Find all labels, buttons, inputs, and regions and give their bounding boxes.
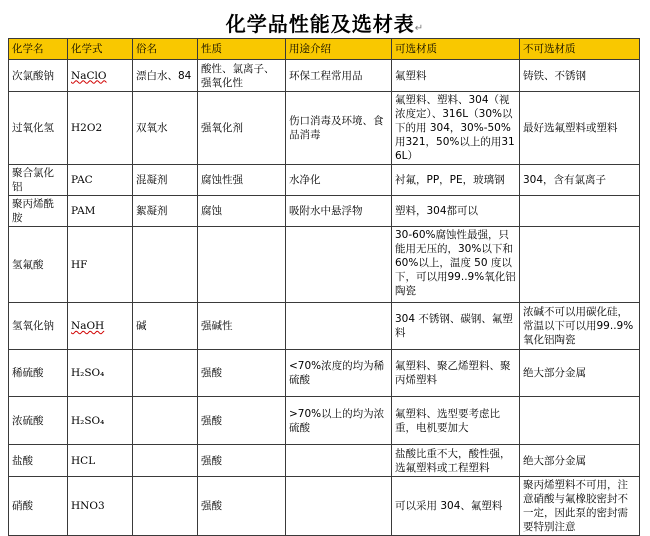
header-chemical-name: 化学名 (9, 39, 68, 60)
cell-usage: 伤口消毒及环境、食品消毒 (286, 92, 392, 165)
cell-suitable: 304 不锈钢、碳钢、氟塑料 (392, 303, 520, 350)
cell-usage: 吸附水中悬浮物 (286, 196, 392, 227)
header-usage: 用途介绍 (286, 39, 392, 60)
cell-properties (198, 227, 286, 303)
cell-formula: NaClO (68, 60, 133, 92)
table-row (9, 303, 640, 350)
cell-properties: 强酸 (198, 350, 286, 397)
header-common-name: 俗名 (133, 39, 198, 60)
cell-common-name: 碱 (133, 303, 198, 350)
table-row (9, 397, 640, 445)
cell-chemical-name: 氢氟酸 (9, 227, 68, 303)
header-suitable-materials: 可选材质 (392, 39, 520, 60)
table-row (9, 477, 640, 536)
cell-suitable: 盐酸比重不大，酸性强，选氟塑料或工程塑料 (392, 445, 520, 477)
cell-usage (286, 303, 392, 350)
cell-chemical-name: 过氧化氢 (9, 92, 68, 165)
cell-usage: >70%以上的均为浓硫酸 (286, 397, 392, 445)
cell-unsuitable: 铸铁、不锈钢 (520, 60, 640, 92)
cell-properties: 腐蚀性强 (198, 165, 286, 196)
cell-unsuitable (520, 196, 640, 227)
cell-formula: H₂SO₄ (68, 350, 133, 397)
cell-unsuitable: 聚丙烯塑料不可用，注意硝酸与氟橡胶密封不一定，因此泵的密封需要特别注意 (520, 477, 640, 536)
cell-chemical-name: 聚丙烯酰胺 (9, 196, 68, 227)
cell-common-name (133, 397, 198, 445)
cell-suitable: 氟塑料、聚乙烯塑料、聚丙烯塑料 (392, 350, 520, 397)
cell-properties: 酸性、氯离子、强氧化性 (198, 60, 286, 92)
table-header-row (9, 39, 640, 60)
cell-unsuitable: 绝大部分金属 (520, 350, 640, 397)
header-properties: 性质 (198, 39, 286, 60)
cell-suitable: 塑料，304都可以 (392, 196, 520, 227)
cell-properties: 强酸 (198, 445, 286, 477)
cell-common-name (133, 350, 198, 397)
cell-formula: PAM (68, 196, 133, 227)
cell-usage (286, 477, 392, 536)
cell-usage: <70%浓度的均为稀硫酸 (286, 350, 392, 397)
cell-properties: 强酸 (198, 397, 286, 445)
cell-suitable: 氟塑料、选型要考虑比重，电机要加大 (392, 397, 520, 445)
cell-usage: 环保工程常用品 (286, 60, 392, 92)
cell-properties: 强酸 (198, 477, 286, 536)
cell-formula: NaOH (68, 303, 133, 350)
cell-unsuitable: 浓碱不可以用碳化硅，常温以下可以用99..9%氧化铝陶瓷 (520, 303, 640, 350)
cell-common-name (133, 477, 198, 536)
table-row (9, 92, 640, 165)
table-row (9, 445, 640, 477)
cell-suitable: 30-60%腐蚀性最强，只能用无压的，30%以下和60%以上，温度 50 度以下，可以用99..9%氧化铝陶瓷 (392, 227, 520, 303)
cell-unsuitable: 绝大部分金属 (520, 445, 640, 477)
chemical-table (8, 38, 640, 536)
table-row (9, 196, 640, 227)
cell-formula: PAC (68, 165, 133, 196)
cell-common-name (133, 227, 198, 303)
table-row (9, 350, 640, 397)
cell-formula: HNO3 (68, 477, 133, 536)
cell-chemical-name: 次氯酸钠 (9, 60, 68, 92)
cell-formula: H₂SO₄ (68, 397, 133, 445)
table-row (9, 165, 640, 196)
cell-suitable: 衬氟，PP，PE，玻璃钢 (392, 165, 520, 196)
cell-suitable: 氟塑料 (392, 60, 520, 92)
header-unsuitable-materials: 不可选材质 (520, 39, 640, 60)
cell-common-name: 漂白水、84 (133, 60, 198, 92)
cell-suitable: 可以采用 304、氟塑料 (392, 477, 520, 536)
cell-formula: HF (68, 227, 133, 303)
cell-common-name: 混凝剂 (133, 165, 198, 196)
table-row (9, 227, 640, 303)
cell-common-name (133, 445, 198, 477)
table-row (9, 60, 640, 92)
cell-usage: 水净化 (286, 165, 392, 196)
page-title: 化学品性能及选材表↵ (225, 12, 425, 36)
cell-chemical-name: 氢氧化钠 (9, 303, 68, 350)
cell-properties: 腐蚀 (198, 196, 286, 227)
cell-chemical-name: 聚合氯化铝 (9, 165, 68, 196)
header-formula: 化学式 (68, 39, 133, 60)
cell-common-name: 絮凝剂 (133, 196, 198, 227)
cell-suitable: 氟塑料、塑料、304（视浓度定）、316L（30%以下的用 304，30%-50%用321，50%以上的用316L） (392, 92, 520, 165)
cell-unsuitable (520, 227, 640, 303)
cell-chemical-name: 盐酸 (9, 445, 68, 477)
cell-formula: HCL (68, 445, 133, 477)
cell-unsuitable (520, 397, 640, 445)
cell-unsuitable: 304，含有氯离子 (520, 165, 640, 196)
cell-properties: 强氧化剂 (198, 92, 286, 165)
cell-common-name: 双氧水 (133, 92, 198, 165)
cell-chemical-name: 硝酸 (9, 477, 68, 536)
cell-usage (286, 445, 392, 477)
cell-formula: H2O2 (68, 92, 133, 165)
cell-properties: 强碱性 (198, 303, 286, 350)
cell-unsuitable: 最好选氟塑料或塑料 (520, 92, 640, 165)
cell-chemical-name: 稀硫酸 (9, 350, 68, 397)
cell-usage (286, 227, 392, 303)
cell-chemical-name: 浓硫酸 (9, 397, 68, 445)
